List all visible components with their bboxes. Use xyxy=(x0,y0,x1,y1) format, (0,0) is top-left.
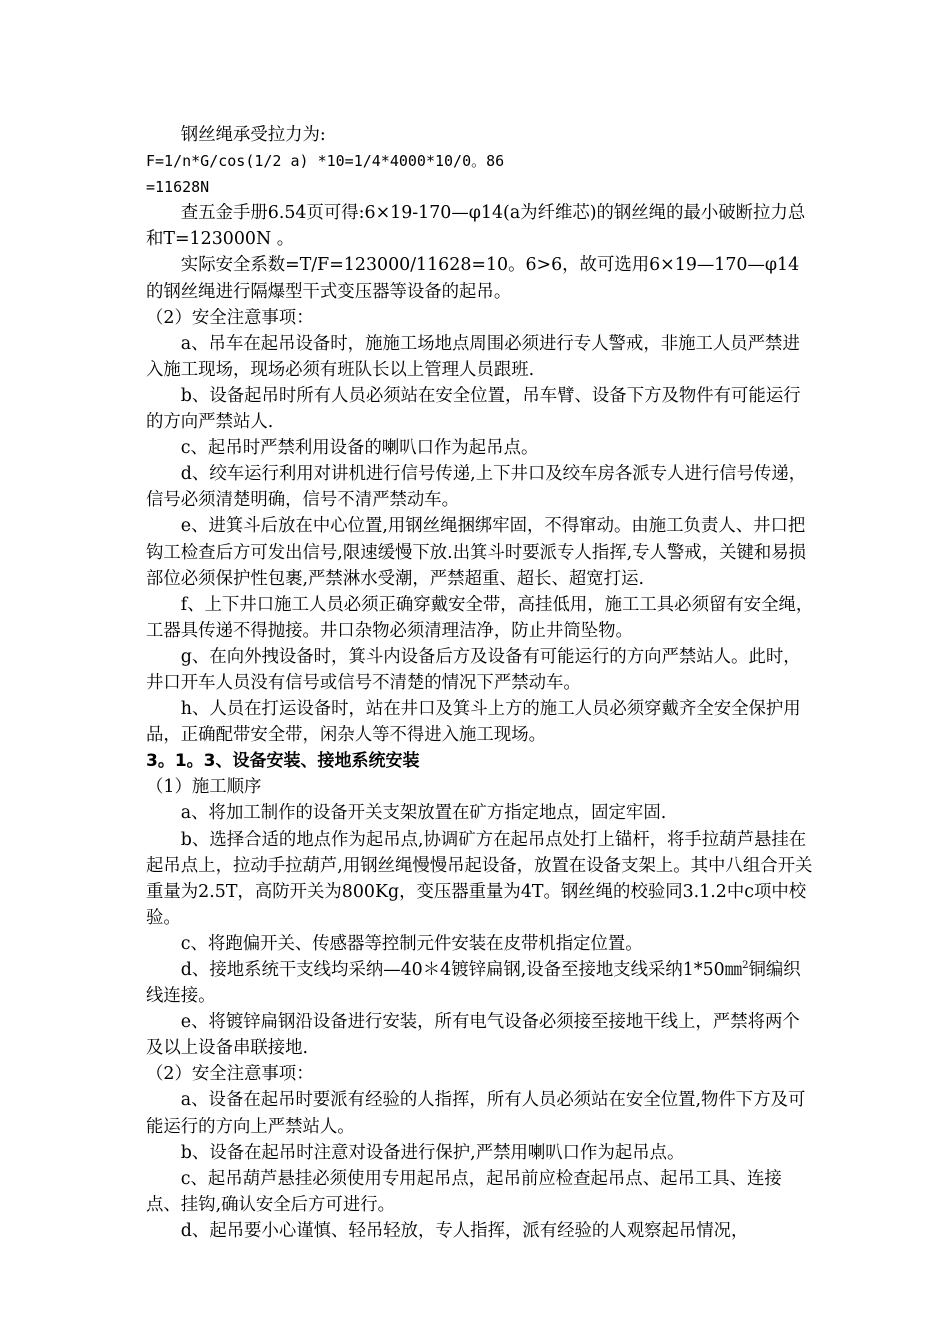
paragraph-handbook: 查五金手册6.54页可得:6×19-170—φ14(a为纤维芯)的钢丝绳的最小破断拉力总和T=123000N 。 xyxy=(146,203,806,250)
formula-tension: F=1/n*G/cos(1/2 a) *10=1/4*4000*10/0。86 xyxy=(146,152,505,171)
item-c-3: c、起吊葫芦悬挂必须使用专用起吊点，起吊前应检查起吊点、起吊工具、连接点、挂钩,确认安全后方可进行。 xyxy=(146,1168,782,1215)
item-d-2 xyxy=(146,957,814,1009)
item-g-1: g、在向外拽设备时，箕斗内设备后方及设备有可能运行的方向严禁站人。此时，井口开车人员没有信号或信号不清楚的情况下严禁动车。 xyxy=(146,646,801,693)
item-f-1: f、上下井口施工人员必须正确穿戴安全带，高挂低用，施工工具必须留有安全绳，工器具传递不得抛接。井口杂物必须清理洁净，防止井筒坠物。 xyxy=(146,594,814,641)
document-body xyxy=(146,122,814,1244)
item-d-2-tail: 铜编织线连接。 xyxy=(146,960,801,1007)
paragraph-rope-tension: 钢丝绳承受拉力为: xyxy=(180,125,326,145)
item-b-3: b、设备在起吊时注意对设备进行保护,严禁用喇叭口作为起吊点。 xyxy=(180,1142,685,1163)
item-d-1: d、绞车运行利用对讲机进行信号传递,上下井口及绞车房各派专人进行信号传递，信号必须清楚明确，信号不清严禁动车。 xyxy=(146,464,807,511)
item-b-1: b、设备起吊时所有人员必须站在安全位置，吊车臂、设备下方及物件有可能运行的方向严禁站人. xyxy=(146,385,801,433)
item-d-3: d、起吊要小心谨慎、轻吊轻放，专人指挥，派有经验的人观察起吊情况， xyxy=(180,1220,749,1241)
formula-result: =11628N xyxy=(146,178,210,197)
section-safety-notes-1: （2）安全注意事项： xyxy=(146,307,314,328)
item-b-2: b、选择合适的地点作为起吊点,协调矿方在起吊点处打上锚杆，将手拉葫芦悬挂在起吊点上，拉动手拉葫芦,用钢丝绳慢慢吊起设备，放置在设备支架上。其中八组合开关重量为2.5T，高防开关为800Kg，变压器重量为4T。钢丝绳的校验同3.1.2中c项中校验。 xyxy=(146,829,813,928)
item-a-1: a、吊车在起吊设备时，施施工场地点周围必须进行专人警戒，非施工人员严禁进入施工现场，现场必须有班队长以上管理人员跟班. xyxy=(146,333,800,380)
section-safety-notes-2: （2）安全注意事项： xyxy=(146,1064,314,1085)
item-a-2: a、将加工制作的设备开关支架放置在矿方指定地点，固定牢固. xyxy=(180,803,667,824)
section-heading-equipment-install: 3。1。3、设备安装、接地系统安装 xyxy=(146,751,420,772)
item-c-2: c、将跑偏开关、传感器等控制元件安装在皮带机指定位置。 xyxy=(180,933,643,954)
item-c-1: c、起吊时严禁利用设备的喇叭口作为起吊点。 xyxy=(180,438,539,459)
item-h-1: h、人员在打运设备时，站在井口及箕斗上方的施工人员必须穿戴齐全安全保护用品，正确配带安全带，闲杂人等不得进入施工现场。 xyxy=(146,699,801,746)
item-e-2: e、将镀锌扁钢沿设备进行安装，所有电气设备必须接至接地干线上，严禁将两个及以上设备串联接地. xyxy=(146,1012,800,1059)
paragraph-safety-factor: 实际安全系数=T/F=123000/11628=10。6>6，故可选用6×19—170—φ14的钢丝绳进行隔爆型干式变压器等设备的起吊。 xyxy=(146,255,800,302)
section-construction-sequence: （1）施工顺序 xyxy=(146,777,262,798)
item-d-2-main: d、接地系统干支线均采纳—40＊4镀锌扁钢,设备至接地支线采纳1*50㎜ xyxy=(180,960,743,980)
item-d-2-superscript: 2 xyxy=(742,960,749,972)
item-e-1: e、进箕斗后放在中心位置,用钢丝绳捆绑牢固，不得窜动。由施工负责人、井口把钩工检查后方可发出信号,限速缓慢下放.出箕斗时要派专人指挥,专人警戒，关键和易损部位必须保护性包裹,严禁淋水受潮，严禁超重、超长、超宽打运. xyxy=(146,516,807,589)
item-a-3: a、设备在起吊时要派有经验的人指挥，所有人员必须站在安全位置,物件下方及可能运行的方向上严禁站人。 xyxy=(146,1090,806,1137)
